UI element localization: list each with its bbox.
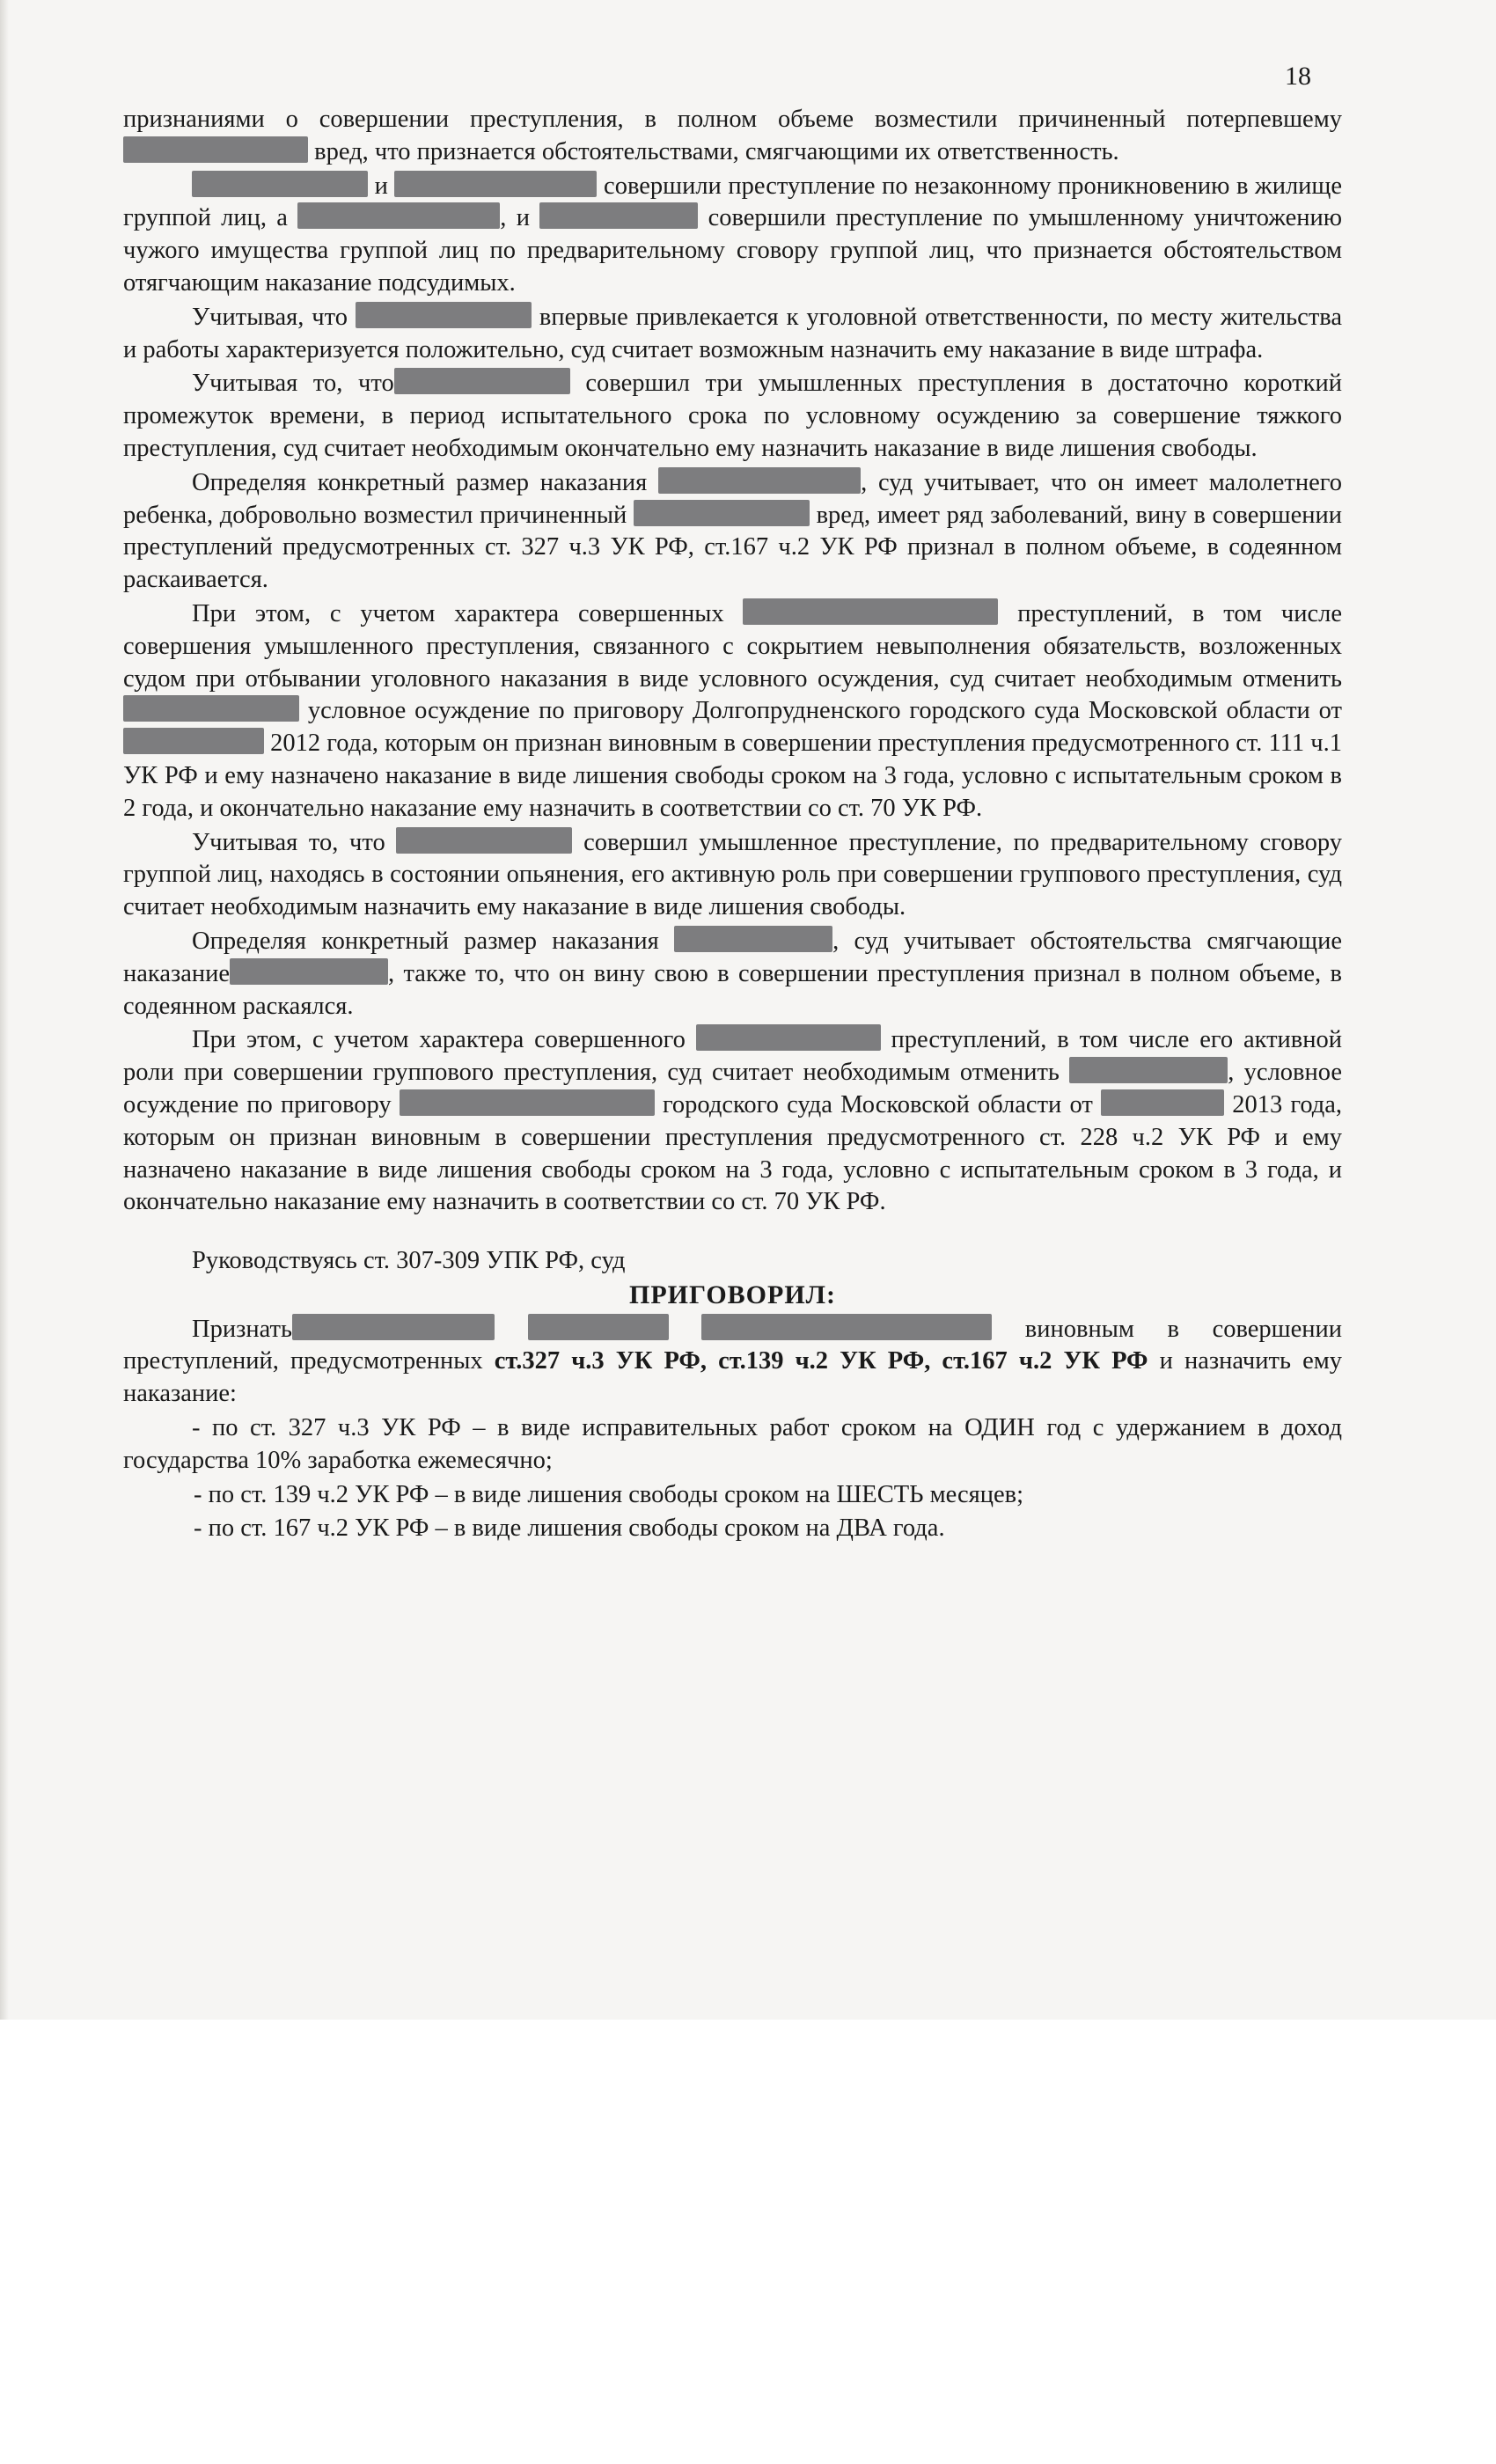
text-span: и назначить ему наказание:: [123, 1347, 1343, 1408]
text-span: вред, что признается обстоятельствами, смягчающими их ответственность.: [314, 137, 1119, 165]
redaction-block: [396, 827, 572, 854]
text-span: Определяя конкретный размер наказания: [192, 927, 659, 955]
redaction-block: [356, 302, 532, 328]
text-span: Признать: [192, 1315, 292, 1343]
redaction-block: [701, 1314, 992, 1340]
redaction-block: [297, 202, 500, 229]
redaction-block: [123, 695, 299, 722]
text-span: , суд учитывает, что он имеет малолетнего ребенка, добровольно возместил причиненный: [123, 468, 1342, 529]
scan-edge-shadow: [0, 0, 9, 2020]
text-span: - по ст. 139 ч.2 УК РФ – в виде лишения свободы сроком на ШЕСТЬ месяцев;: [194, 1480, 1024, 1508]
text-span: и: [374, 172, 388, 200]
text-span: , суд учитывает обстоятельства смягчающие наказание: [123, 927, 1342, 987]
text-span: Учитывая, что: [192, 303, 348, 331]
text-span: условное осуждение по приговору Долгопрудненского городского суда Московской области от: [307, 697, 1343, 725]
text-span: совершили преступление по умышленному уничтожению чужого имущества группой лиц по предварительному сговору группой лиц, что признается обстоятельством отягчающим наказание подсудимых.: [123, 204, 1343, 297]
sentence-item-3: [123, 1513, 1342, 1545]
paragraph-11: [123, 1314, 1342, 1411]
text-span: - по ст. 167 ч.2 УК РФ – в виде лишения свободы сроком на ДВА года.: [194, 1514, 945, 1543]
text-span: Учитывая то, что: [192, 370, 394, 398]
redaction-block: [394, 368, 570, 394]
text-span: При этом, с учетом характера совершенных: [192, 599, 724, 627]
text-span: 2013 года, которым он признан виновным в совершении преступления предусмотренного ст. 228 ч.2 УК РФ и ему назначено наказание в виде лишения свободы сроком на 3 года, условно с испытательным сроком в 3 года, и окончательно наказание ему назначить в соответствии со ст. 70 УК РФ.: [123, 1090, 1343, 1216]
redaction-block: [696, 1024, 881, 1051]
text-span: , также то, что он вину свою в совершении преступления признал в полном объеме, в содеянном раскаялся.: [123, 959, 1342, 1020]
paragraph-10: [123, 1245, 1342, 1278]
text-span: признаниями о совершении преступления, в полном объеме возместили причиненный потерпевшему: [123, 106, 1342, 133]
articles-bold: ст.327 ч.3 УК РФ, ст.139 ч.2 УК РФ, ст.167 ч.2 УК РФ: [494, 1347, 1148, 1375]
redaction-block: [1101, 1089, 1224, 1116]
redaction-block: [123, 728, 264, 754]
text-span: Учитывая то, что: [192, 828, 385, 856]
redaction-block: [400, 1089, 655, 1116]
text-span: и: [516, 204, 530, 232]
redaction-block: [230, 958, 388, 985]
page-number: 18: [1285, 62, 1311, 91]
text-span: совершили преступление по незаконному проникновению в жилище группой лиц, а: [123, 172, 1343, 232]
paragraph-5: [123, 467, 1342, 597]
paragraph-1: [123, 104, 1342, 169]
sentence-item-1: [123, 1412, 1342, 1478]
redaction-block: [292, 1314, 495, 1340]
text-span: совершил три умышленных преступления в достаточно короткий промежуток времени, в период испытательного срока по условному осуждению за совершение тяжкого преступления, суд считает необходимым окончательно ему назначить наказание в виде лишения свободы.: [123, 370, 1342, 462]
paragraph-7: [123, 827, 1342, 924]
text-span: вред, имеет ряд заболеваний, вину в совершении преступлений предусмотренных ст. 327 ч.3 УК РФ, ст.167 ч.2 УК РФ признал в полном объеме, в содеянном раскаивается.: [123, 501, 1342, 594]
sentence-item-2: [123, 1479, 1342, 1512]
paragraph-6: [123, 598, 1342, 825]
text-span: - по ст. 327 ч.3 УК РФ – в виде исправительных работ сроком на ОДИН год с удержанием в доход государства 10% заработка ежемесячно;: [123, 1414, 1342, 1474]
text-span: 2012 года, которым он признан виновным в совершении преступления предусмотренного ст. 111 ч.1 УК РФ и ему назначено наказание в виде лишения свободы сроком на 3 года, условно с испытательным сроком в 2 года, и окончательно наказание ему назначить в соответствии со ст. 70 УК РФ.: [123, 730, 1342, 822]
text-span: преступлений, в том числе совершения умышленного преступления, связанного с сокрытием невыполнения обязательств, возложенных судом при отбывании уголовного наказания в виде условного осуждения, суд считает необходимым отменить: [123, 599, 1343, 693]
text-span: При этом, с учетом характера совершенного: [192, 1026, 686, 1054]
document-body: [123, 104, 1342, 1547]
paragraph-2: и совершили преступление по незаконному проникновению в жилище группой лиц, а , и совершили преступление по умышленному уничтожению чужого имущества группой лиц по предварительному сговору группой лиц, что признается обстоятельством отягчающим наказание подсудимых.: [123, 172, 1343, 297]
paragraph-8: [123, 926, 1342, 1023]
text-span: , условное осуждение по приговору: [123, 1059, 1343, 1118]
text-span: преступлений, в том числе его активной роли при совершении группового преступления, суд считает необходимым отменить: [123, 1026, 1342, 1087]
redaction-block: [634, 500, 810, 526]
paragraph-4: [123, 368, 1342, 465]
text-span: виновным в совершении преступлений, предусмотренных: [123, 1315, 1343, 1375]
redaction-block: [1069, 1057, 1228, 1083]
redaction-block: [394, 171, 597, 197]
text-span: впервые привлекается к уголовной ответственности, по месту жительства и работы характеризуется положительно, суд считает возможным назначить ему наказание в виде штрафа.: [123, 303, 1343, 363]
redaction-block: [674, 926, 832, 952]
redaction-block: [192, 171, 368, 197]
redaction-block: [658, 467, 861, 494]
verdict-heading: ПРИГОВОРИЛ:: [628, 1280, 837, 1309]
text-span: Руководствуясь ст. 307-309 УПК РФ, суд: [192, 1247, 626, 1275]
redaction-block: [123, 136, 308, 163]
text-span: Определяя конкретный размер наказания: [192, 468, 648, 496]
paragraph-3: [123, 302, 1342, 367]
redaction-block: [743, 598, 998, 625]
redaction-block: [539, 202, 698, 229]
text-span: городского суда Московской области от: [662, 1090, 1093, 1118]
paragraph-9: [123, 1024, 1342, 1219]
text-span: совершил умышленное преступление, по предварительному сговору группой лиц, находясь в состоянии опьянения, его активную роль при совершении группового преступления, суд считает необходимым назначить ему наказание в виде лишения свободы.: [123, 828, 1342, 921]
redaction-block: [528, 1314, 669, 1340]
